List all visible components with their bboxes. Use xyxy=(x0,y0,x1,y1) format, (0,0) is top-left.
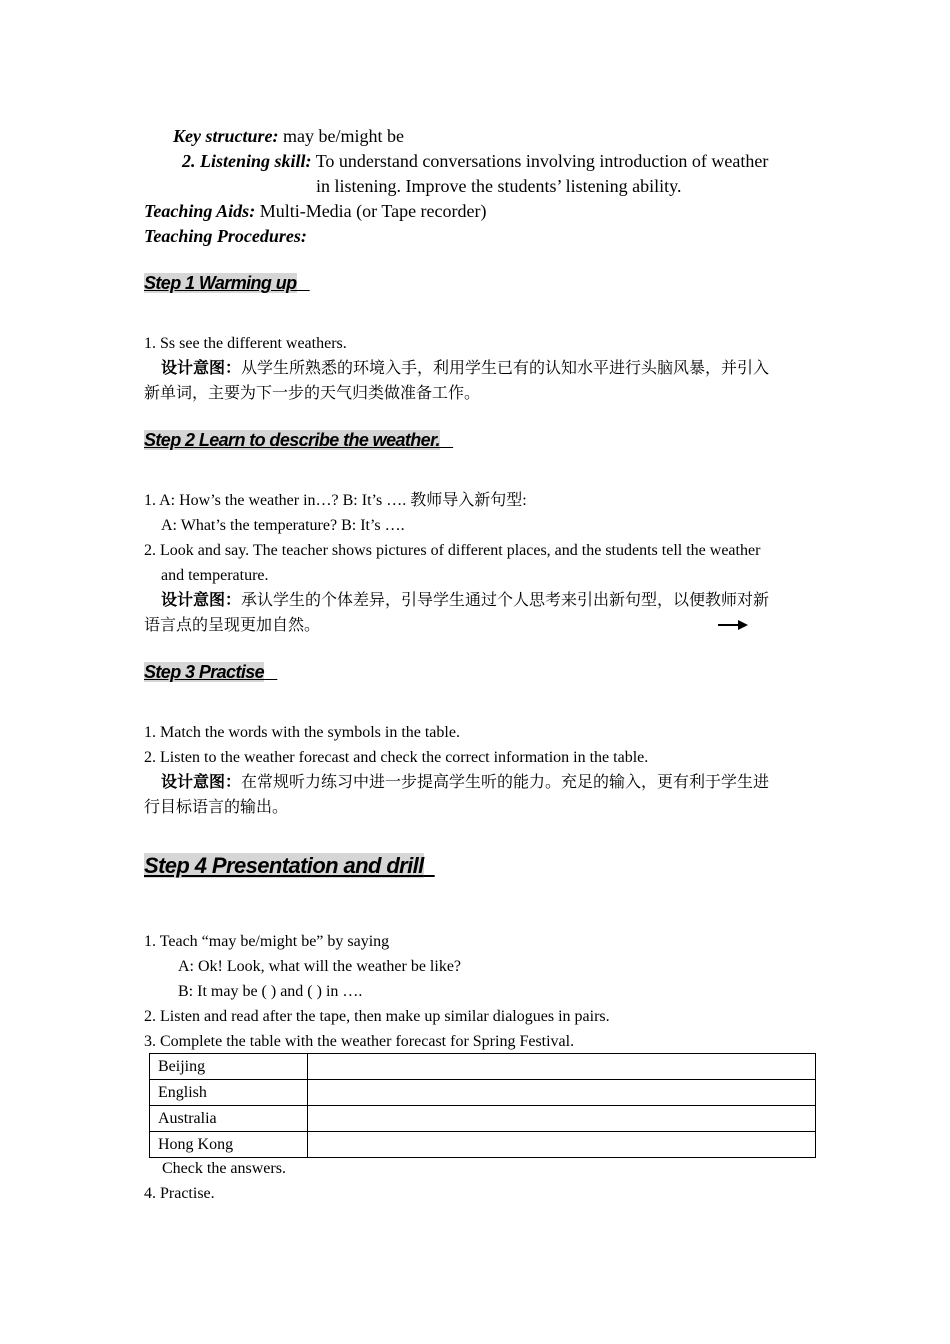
step4-item-4: 4. Practise. xyxy=(144,1185,215,1202)
table-cell-forecast xyxy=(308,1054,816,1080)
step2-intent: 设计意图：承认学生的个体差异，引导学生通过个人思考来引出新句型，以便教师对新 xyxy=(161,592,770,609)
teaching-aids-label: Teaching Aids: xyxy=(144,201,256,221)
key-structure-text: may be/might be xyxy=(278,126,404,146)
teaching-procedures-label: Teaching Procedures: xyxy=(144,226,307,246)
listening-skill-label: 2. Listening skill: xyxy=(182,151,312,171)
teaching-aids-text: Multi-Media (or Tape recorder) xyxy=(255,201,487,221)
intent-label: 设计意图： xyxy=(161,774,242,791)
step3-heading: Step 3 Practise xyxy=(144,662,265,682)
step2-heading: Step 2 Learn to describe the weather. xyxy=(144,430,440,450)
step3-item-1: 1. Match the words with the symbols in the table. xyxy=(144,724,460,741)
step1-heading: Step 1 Warming up xyxy=(144,273,297,293)
step3-item-2: 2. Listen to the weather forecast and check the correct information in the table. xyxy=(144,749,649,766)
table-row xyxy=(150,1106,816,1132)
listening-skill-text: To understand conversations involving introduction of weather xyxy=(311,151,769,171)
listening-skill-text-cont: in listening. Improve the students’ listening ability. xyxy=(316,176,682,196)
step2-item-2: 2. Look and say. The teacher shows pictures of different places, and the students tell the weather xyxy=(144,542,761,559)
step4-heading: Step 4 Presentation and drill xyxy=(144,853,424,878)
step1-intent-cont: 新单词，主要为下一步的天气归类做准备工作。 xyxy=(144,385,481,402)
step4-item-3: 3. Complete the table with the weather forecast for Spring Festival. xyxy=(144,1033,575,1050)
weather-forecast-table xyxy=(149,1053,816,1158)
intent-label: 设计意图： xyxy=(161,360,242,377)
step2-intent-cont: 语言点的呈现更加自然。 xyxy=(144,617,321,634)
intent-label: 设计意图： xyxy=(161,592,242,609)
step2-item-1: 1. A: How’s the weather in…? B: It’s …. 教师导入新句型: xyxy=(144,492,527,509)
step3-intent-cont: 行目标语言的输出。 xyxy=(144,799,289,816)
table-row xyxy=(150,1054,816,1080)
step1-intent: 设计意图：从学生所熟悉的环境入手，利用学生已有的认知水平进行头脑风暴，并引入 xyxy=(161,360,770,377)
listening-skill-line xyxy=(182,149,768,174)
table-row xyxy=(150,1080,816,1106)
step4-dialog-b: B: It may be ( ) and ( ) in …. xyxy=(178,983,363,1000)
key-structure-line xyxy=(173,124,404,149)
table-cell-city: English xyxy=(150,1080,308,1106)
step2-item-2-cont: and temperature. xyxy=(161,567,269,584)
step4-check: Check the answers. xyxy=(162,1160,286,1177)
table-cell-forecast xyxy=(308,1080,816,1106)
table-cell-city: Beijing xyxy=(150,1054,308,1080)
step1-item-1: 1. Ss see the different weathers. xyxy=(144,335,347,352)
step4-item-1: 1. Teach “may be/might be” by saying xyxy=(144,933,390,950)
key-structure-label: Key structure: xyxy=(173,126,279,146)
table-cell-forecast xyxy=(308,1106,816,1132)
right-arrow-icon xyxy=(718,618,748,632)
table-row xyxy=(150,1132,816,1158)
table-cell-forecast xyxy=(308,1132,816,1158)
step4-dialog-a: A: Ok! Look, what will the weather be like? xyxy=(178,958,462,975)
table-cell-city: Australia xyxy=(150,1106,308,1132)
table-cell-city: Hong Kong xyxy=(150,1132,308,1158)
step2-item-1-cont: A: What’s the temperature? B: It’s …. xyxy=(161,517,405,534)
step4-item-2: 2. Listen and read after the tape, then make up similar dialogues in pairs. xyxy=(144,1008,610,1025)
step3-intent: 设计意图：在常规听力练习中进一步提高学生听的能力。充足的输入，更有利于学生进 xyxy=(161,774,770,791)
teaching-aids-line xyxy=(144,199,487,224)
